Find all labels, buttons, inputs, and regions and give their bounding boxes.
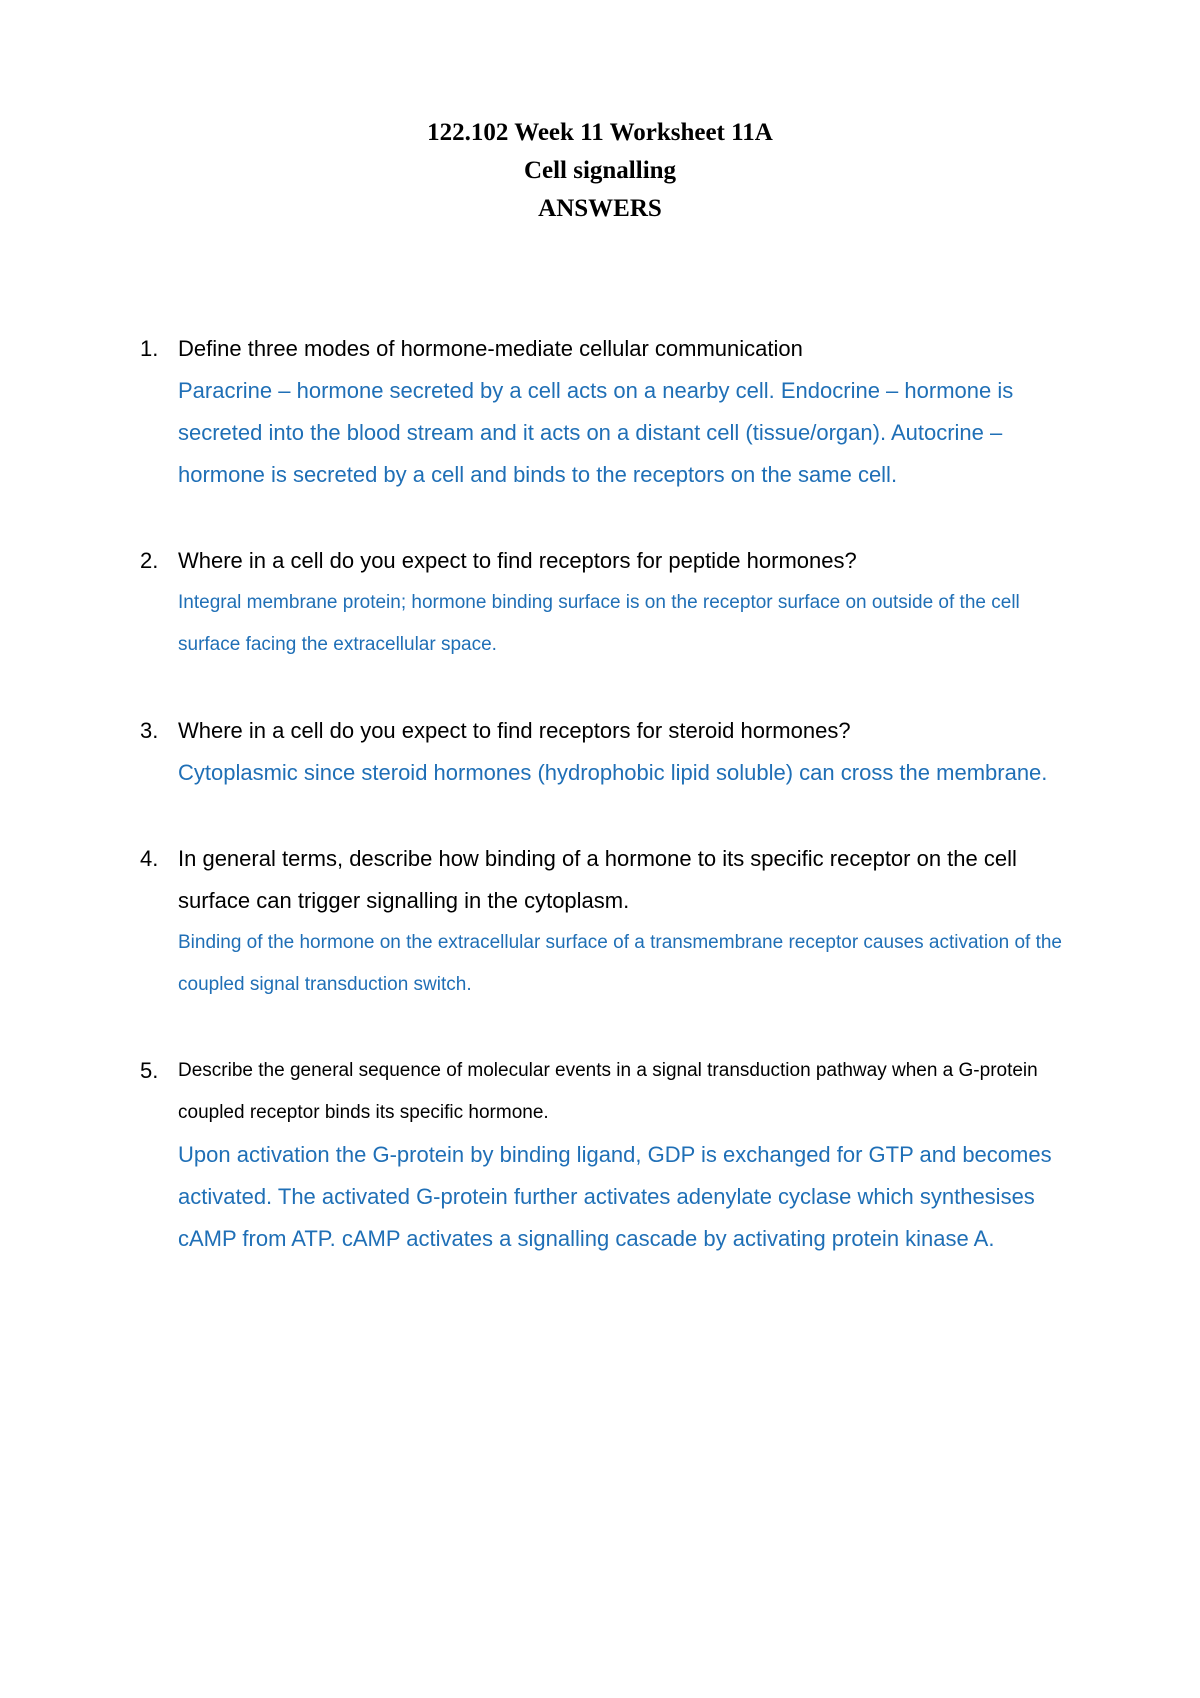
question-text: Where in a cell do you expect to find receptors for steroid hormones? xyxy=(178,718,851,743)
worksheet-topic: Cell signalling xyxy=(523,157,677,184)
question-number: 2. xyxy=(140,548,159,573)
question-text: In general terms, describe how binding of a hormone to its specific receptor on the cell surface can trigger signalling in the cytoplasm. xyxy=(178,846,1017,913)
document-header xyxy=(0,114,1200,228)
question-number: 5. xyxy=(140,1058,159,1083)
question-list xyxy=(140,328,1080,1260)
question-item xyxy=(140,710,1080,794)
question-text: Describe the general sequence of molecular events in a signal transduction pathway when a G-protein coupled receptor binds its specific hormone. xyxy=(178,1060,1038,1123)
question-number: 3. xyxy=(140,718,159,743)
answer-text: Binding of the hormone on the extracellular surface of a transmembrane receptor causes activation of the coupled signal transduction switch. xyxy=(178,932,1062,995)
question-text: Where in a cell do you expect to find receptors for peptide hormones? xyxy=(178,548,857,573)
answer-text: Upon activation the G-protein by binding ligand, GDP is exchanged for GTP and becomes activated. The activated G-protein further activates adenylate cyclase which synthesises cAMP from ATP. cAMP activates a signalling cascade by activating protein kinase A. xyxy=(178,1142,1052,1251)
worksheet-subtitle: ANSWERS xyxy=(538,195,662,222)
question-item xyxy=(140,1050,1080,1260)
answer-text: Integral membrane protein; hormone binding surface is on the receptor surface on outside of the cell surface facing the extracellular space. xyxy=(178,592,1020,655)
question-item xyxy=(140,838,1080,1006)
answer-text: Paracrine – hormone secreted by a cell acts on a nearby cell. Endocrine – hormone is secreted into the blood stream and it acts on a distant cell (tissue/organ). Autocrine – hormone is secreted by a cell and binds to the receptors on the same cell. xyxy=(178,378,1014,487)
question-item xyxy=(140,328,1080,496)
worksheet-title: 122.102 Week 11 Worksheet 11A xyxy=(427,119,773,146)
question-number: 4. xyxy=(140,846,159,871)
question-number: 1. xyxy=(140,336,159,361)
question-item xyxy=(140,540,1080,666)
question-text: Define three modes of hormone-mediate cellular communication xyxy=(178,336,803,361)
answer-text: Cytoplasmic since steroid hormones (hydrophobic lipid soluble) can cross the membrane. xyxy=(178,760,1048,785)
